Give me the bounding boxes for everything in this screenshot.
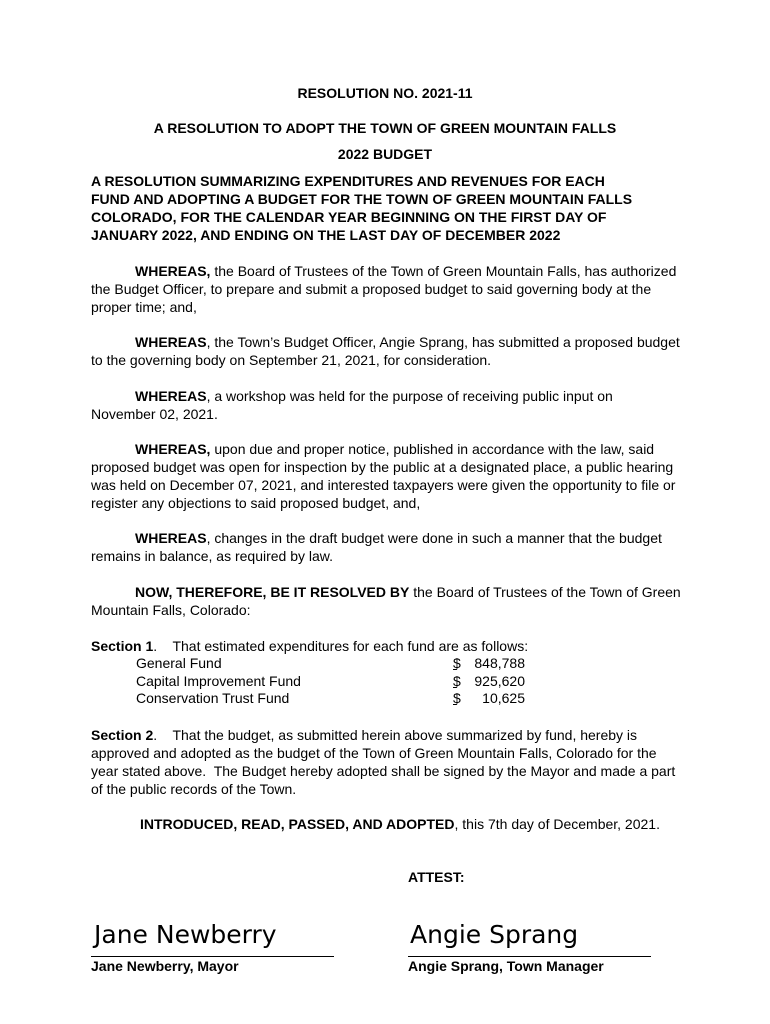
mayor-signature-line: [91, 956, 334, 957]
adoption-lead: INTRODUCED, READ, PASSED, AND ADOPTED: [140, 816, 455, 832]
fund-table: [136, 655, 536, 708]
document-subtitle: 2022 BUDGET: [337, 146, 433, 162]
whereas-text: , changes in the draft budget were done in such a manner that the budget remains in balance, as required by law.: [91, 530, 662, 564]
whereas-text: , the Town’s Budget Officer, Angie Sprang, has submitted a proposed budget to the governing body on September 21, 2021, for consideration.: [91, 334, 680, 368]
adoption-paragraph: [91, 815, 681, 833]
whereas-lead: WHEREAS,: [135, 441, 211, 457]
whereas-lead: WHEREAS: [135, 530, 207, 546]
summary-line: COLORADO, FOR THE CALENDAR YEAR BEGINNING ON THE FIRST DAY OF: [91, 209, 607, 225]
manager-signature: Angie Sprang: [410, 920, 579, 949]
fund-row: [136, 655, 536, 673]
section-1: [91, 637, 681, 655]
whereas-text: upon due and proper notice, published in accordance with the law, said proposed budget was open for inspection by the public at a designated place, a public hearing was held on December 07, 2021, and interested taxpayers were given the opportunity to file or register any objections to said proposed budget, and,: [91, 441, 676, 511]
resolved-text: the Board of Trustees of the Town of Green Mountain Falls, Colorado:: [91, 584, 681, 618]
section-2-label: Section 2: [91, 727, 154, 743]
whereas-lead: WHEREAS: [135, 334, 207, 350]
adoption-text: , this 7th day of December, 2021.: [454, 816, 660, 832]
whereas-paragraph: [91, 387, 681, 423]
mayor-signature: Jane Newberry: [94, 920, 277, 949]
mayor-name: Jane Newberry, Mayor: [91, 958, 239, 974]
resolution-summary: [91, 172, 691, 244]
section-2: [91, 726, 681, 798]
fund-row: [136, 673, 536, 691]
section-2-text: . That the budget, as submitted herein above summarized by fund, hereby is approved and adopted as the budget of the Town of Green Mountain Falls, Colorado for the year stated above. The Budget hereby adopted shall be signed by the Mayor and made a part of the public records of the Town.: [91, 727, 680, 797]
fund-name: Capital Improvement Fund: [136, 672, 301, 689]
section-1-label: Section 1: [91, 638, 154, 654]
whereas-paragraph: [91, 529, 681, 565]
fund-amount: $ 10,625: [453, 690, 525, 706]
summary-line: FUND AND ADOPTING A BUDGET FOR THE TOWN OF GREEN MOUNTAIN FALLS: [91, 191, 633, 207]
resolved-lead: NOW, THEREFORE, BE IT RESOLVED BY: [135, 584, 410, 600]
manager-signature-line: [408, 956, 651, 957]
fund-name: General Fund: [136, 655, 222, 671]
whereas-text: , a workshop was held for the purpose of receiving public input on November 02, 2021.: [91, 388, 613, 422]
manager-name: Angie Sprang, Town Manager: [408, 958, 604, 974]
whereas-text: the Board of Trustees of the Town of Green Mountain Falls, has authorized the Budget Officer, to prepare and submit a proposed budget to said governing body at the proper time; and,: [91, 263, 677, 315]
fund-amount: $ 848,788: [453, 655, 525, 671]
whereas-lead: WHEREAS,: [135, 263, 211, 279]
fund-row: [136, 690, 536, 708]
summary-line: JANUARY 2022, AND ENDING ON THE LAST DAY OF DECEMBER 2022: [91, 227, 561, 243]
fund-name: Conservation Trust Fund: [136, 690, 290, 706]
section-1-text: . That estimated expenditures for each fund are as follows:: [153, 638, 529, 654]
fund-amount: $ 925,620: [453, 672, 525, 689]
whereas-lead: WHEREAS: [135, 388, 207, 404]
whereas-paragraph: [91, 262, 681, 316]
document-title: A RESOLUTION TO ADOPT THE TOWN OF GREEN MOUNTAIN FALLS: [153, 120, 617, 136]
resolved-paragraph: [91, 583, 681, 619]
attest-label: ATTEST:: [408, 869, 465, 885]
whereas-paragraph: [91, 333, 681, 369]
resolution-number: RESOLUTION NO. 2021-11: [297, 85, 473, 101]
summary-line: A RESOLUTION SUMMARIZING EXPENDITURES AND REVENUES FOR EACH: [91, 173, 605, 189]
whereas-paragraph: [91, 440, 681, 512]
